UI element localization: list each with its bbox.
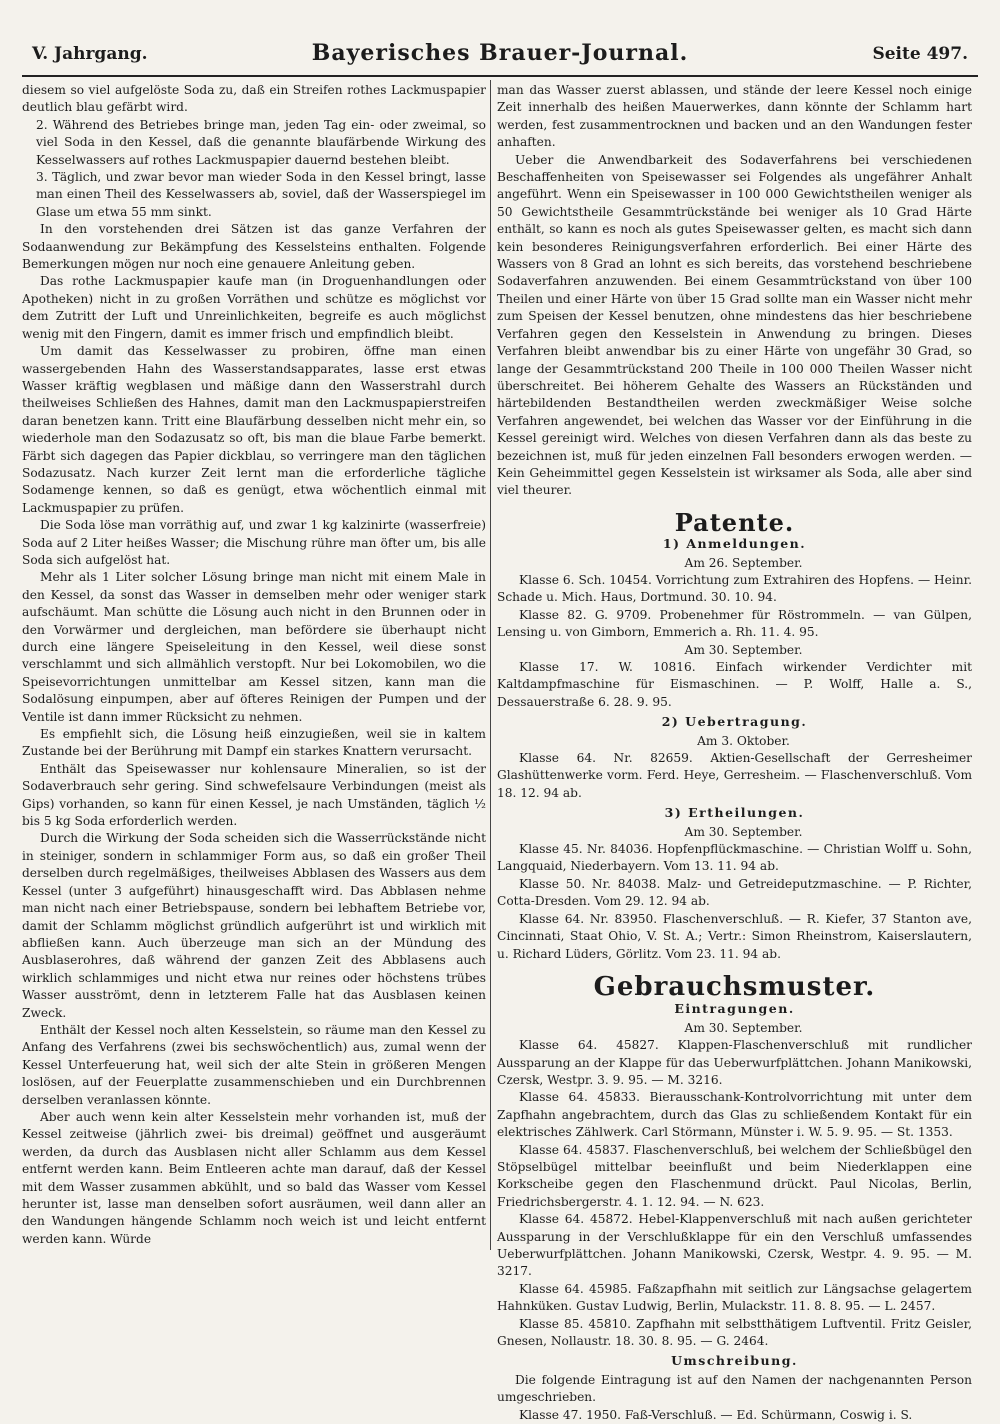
- header-rule: [22, 75, 978, 77]
- register-entry: Klasse 64. 45833. Bierausschank-Kontrolvorrichtung mit unter dem Zapfhahn angebrachtem, durch das Glas zu schließendem Kontakt für ein elektrisches Zählwerk. Carl Störmann, Münster i. W. 5. 9. 95. — St. 1353.: [497, 1090, 972, 1140]
- section-date: Am 3. Oktober.: [697, 733, 790, 748]
- paragraph: Die Soda löse man vorräthig auf, und zwar 1 kg kalzinirte (wasserfreie) Soda auf 2 Liter heißes Wasser; die Mischung rühre man öfter um, bis alle Soda sich aufgelöst hat.: [22, 518, 486, 567]
- paragraph: 2. Während des Betriebes bringe man, jeden Tag ein- oder zweimal, so viel Soda in den Kessel, daß die genannte blaufärbende Wirkung des Kesselwassers auf rothes Lackmuspapier dauernd bestehen bleibt.: [36, 117, 486, 167]
- ertheilungen-list: [497, 841, 972, 963]
- paragraph: Enthält das Speisewasser nur kohlensaure Mineralien, so ist der Sodaverbrauch sehr gering. Sind schwefelsaure Verbindungen (meist als Gips) vorhanden, so kann für einen Kessel, je nach Umständen, täglich ½ bis 5 kg Soda erforderlich werden.: [22, 761, 486, 829]
- paragraph: Mehr als 1 Liter solcher Lösung bringe man nicht mit einem Male in den Kessel, da sonst das Wasser in demselben mehr oder weniger stark aufschäumt. Man schütte die Lösung auch nicht in den Brunnen oder in den Vorwärmer und dergleichen, man befördere sie überhaupt nicht durch eine längere Speiseleitung in den Kessel, weil diese sonst verschlammt und sich allmählich verstopft. Nur bei Lokomobilen, wo die Speisevorrichtungen unmittelbar am Kessel sitzen, kann man die Sodalösung einpumpen, aber auf öfteres Reinigen der Pumpen und der Ventile ist dann immer Rücksicht zu nehmen.: [22, 570, 486, 724]
- column-divider: [490, 80, 491, 1250]
- ertheilungen-heading: 3) Ertheilungen.: [664, 805, 805, 821]
- left-column: [22, 82, 486, 1317]
- paragraph: 3. Täglich, und zwar bevor man wieder Soda in den Kessel bringt, lasse man einen Theil des Kesselwassers ab, soviel, daß der Wasserspiegel im Glase um etwa 55 mm sinkt.: [36, 170, 486, 219]
- paragraph: Ueber die Anwendbarkeit des Sodaverfahrens bei verschiedenen Beschaffenheiten von Speisewasser sei Folgendes als ungefährer Anhalt angeführt. Wenn ein Speisewasser in 100 000 Gewichtstheilen weniger als 50 Gewichtstheile Gesammtrückstände bei weniger als 10 Grad Härte enthält, so kann es noch als gutes Speisewasser gelten, es macht sich dann kein besonderes Reinigungsverfahren erforderlich. Bei einer Härte des Wassers von 8 Grad an lohnt es sich bereits, das vorstehend beschriebene Sodaverfahren anzuwenden. Bei einem Gesammtrückstand von über 100 Theilen und einer Härte von über 15 Grad sollte man ein Wasser nicht mehr zum Speisen der Kessel benutzen, ohne mindestens das hier beschriebene Verfahren gegen den Kesselstein in Anwendung zu bringen. Dieses Verfahren bleibt anwendbar bis zu einer Härte von ungefähr 30 Grad, so lange der Gesammtrückstand 200 Theile in 100 000 Theilen Wasser nicht überschreitet. Bei höherem Gehalte des Wassers an Rückständen und härtebildenden Bestandtheilen werden zweckmäßiger Weise solche Verfahren angewendet, bei welchen das Wasser vor der Einführung in die Kessel gereinigt wird. Welches von diesen Verfahren dann als das beste zu bezeichnen ist, muß für jeden einzelnen Fall besonders erwogen werden. — Kein Geheimmittel gegen Kesselstein ist wirksamer als Soda, alle aber sind viel theurer.: [497, 152, 972, 498]
- volume-label: V. Jahrgang.: [32, 44, 148, 64]
- section-date: Am 30. September.: [684, 642, 803, 657]
- register-entry: Klasse 64. 45985. Faßzapfhahn mit seitlich zur Längsachse gelagertem Hahnküken. Gustav Ludwig, Berlin, Mulackstr. 11. 8. 8. 95. — L. 2457.: [497, 1281, 972, 1314]
- journal-title: Bayerisches Brauer-Journal.: [311, 40, 689, 66]
- paragraph: diesem so viel aufgelöste Soda zu, daß ein Streifen rothes Lackmuspapier deutlich blau gefärbt wird.: [22, 83, 486, 115]
- anmeldungen-list: [497, 572, 972, 642]
- register-entry: Klasse 82. G. 9709. Probenehmer für Röstrommeln. — van Gülpen, Lensing u. von Gimborn, Emmerich a. Rh. 11. 4. 95.: [497, 607, 972, 640]
- register-entry: Klasse 50. Nr. 84038. Malz- und Getreideputzmaschine. — P. Richter, Cotta-Dresden. Vom 29. 12. 94 ab.: [497, 876, 972, 909]
- patente-heading: Patente.: [674, 507, 795, 537]
- umschreibung-heading: Umschreibung.: [671, 1353, 798, 1369]
- register-entry: Klasse 85. 45810. Zapfhahn mit selbstthätigem Luftventil. Fritz Geisler, Gnesen, Nollaustr. 18. 30. 8. 95. — G. 2464.: [497, 1316, 972, 1349]
- gebrauchsmuster-heading: Gebrauchsmuster.: [593, 971, 876, 1002]
- paragraph: Das rothe Lackmuspapier kaufe man (in Droguenhandlungen oder Apotheken) nicht in zu großen Vorräthen und schütze es möglichst vor dem Zutritt der Luft und Unreinlichkeiten, begreife es auch möglichst wenig mit den Fingern, damit es immer frisch und empfindlich bleibt.: [22, 274, 486, 341]
- section-date: Am 26. September.: [684, 555, 803, 570]
- uebertragung-list: [497, 750, 972, 802]
- eintragungen-heading: Eintragungen.: [674, 1001, 795, 1017]
- section-date: Am 30. September.: [684, 824, 803, 839]
- paragraph: Es empfiehlt sich, die Lösung heiß einzugießen, weil sie in kaltem Zustande bei der Berührung mit Dampf ein starkes Knattern verursacht.: [22, 727, 486, 759]
- anmeldungen-list-2: [497, 659, 972, 711]
- right-column: [497, 82, 972, 1422]
- register-entry: Klasse 64. Nr. 82659. Aktien-Gesellschaft der Gerresheimer Glashüttenwerke vorm. Ferd. Heye, Gerresheim. — Flaschenverschluß. Vom 18. 12. 94 ab.: [497, 751, 972, 800]
- paragraph: Enthält der Kessel noch alten Kesselstein, so räume man den Kessel zu Anfang des Verfahrens (zwei bis sechswöchentlich) aus, zumal wenn der Kessel Unterfeuerung hat, weil sich der alte Stein in größeren Mengen loslösen, auf der Feuerplatte zusammenschieben und ein Durchbrennen derselben veranlassen könnte.: [22, 1022, 486, 1107]
- register-entry: Klasse 64. 45837. Flaschenverschluß, bei welchem der Schließbügel den Stöpselbügel mittelbar beeinflußt und beim Niederklappen eine Korkscheibe gegen den Flaschenmund drückt. Paul Nicolas, Berlin, Friedrichsbergerstr. 4. 1. 12. 94. — N. 623.: [497, 1142, 972, 1209]
- page-header: [32, 40, 968, 70]
- register-entry: Klasse 64. 45827. Klappen-Flaschenverschluß mit rundlicher Aussparung an der Klappe für das Ueberwurfplättchen. Johann Manikowski, Czersk, Westpr. 3. 9. 95. — M. 3216.: [497, 1038, 972, 1087]
- umschreibung-text: Die folgende Eintragung ist auf den Namen der nachgenannten Person umgeschrieben.: [497, 1372, 972, 1405]
- article-continuation: [497, 82, 972, 500]
- paragraph: Um damit das Kesselwasser zu probiren, öffne man einen wassergebenden Hahn des Wasserstandsapparates, lasse erst etwas Wasser kräftig wegblasen und mäßige dann den Wasserstrahl durch theilweises Schließen des Hahnes, damit man den Lackmuspapierstreifen daran benetzen kann. Tritt eine Blaufärbung desselben nicht mehr ein, so wiederhole man den Sodazusatz so oft, bis man die blaue Farbe bemerkt. Färbt sich dagegen das Papier dickblau, so verringere man den täglichen Sodazusatz. Nach kurzer Zeit lernt man die erforderliche tägliche Sodamenge kennen, so daß es genügt, etwa wöchentlich einmal mit Lackmuspapier zu prüfen.: [22, 344, 486, 515]
- register-entry: Klasse 64. Nr. 83950. Flaschenverschluß. — R. Kiefer, 37 Stanton ave, Cincinnati, Staat Ohio, V. St. A.; Vertr.: Simon Rheinstrom, Kaiserslautern, u. Richard Lüders, Görlitz. Vom 23. 11. 94 ab.: [497, 911, 972, 961]
- paragraph: Durch die Wirkung der Soda scheiden sich die Wasserrückstände nicht in steiniger, sondern in schlammiger Form aus, so daß ein großer Theil derselben durch regelmäßiges, theilweises Abblasen des Wassers aus dem Kessel (unter 3 aufgeführt) hinausgeschafft wird. Das Abblasen nehme man nicht nach einer Betriebspause, sondern bei lebhaftem Betriebe vor, damit der Schlamm möglichst gründlich aufgerührt ist und wirklich mit abfließen kann. Auch überzeuge man sich an der Mündung des Ausblaserohres, daß während der ganzen Zeit des Abblasens auch wirklich schlammiges und nicht etwa nur reines oder höchstens trübes Wasser ausströmt, denn in letzterem Falle hat das Ausblasen keinen Zweck.: [22, 831, 486, 1020]
- section-date: Am 30. September.: [684, 1020, 803, 1035]
- umschreibung-entry: Klasse 47. 1950. Faß-Verschluß. — Ed. Schürmann, Coswig i. S.: [519, 1407, 913, 1422]
- uebertragung-heading: 2) Uebertragung.: [661, 714, 808, 730]
- register-entry: Klasse 64. 45872. Hebel-Klappenverschluß mit nach außen gerichteter Aussparung in der Verschlußklappe für ein den Verschluß umfassendes Ueberwurfplättchen. Johann Manikowski, Czersk, Westpr. 4. 9. 95. — M. 3217.: [497, 1212, 972, 1279]
- register-entry: Klasse 17. W. 10816. Einfach wirkender Verdichter mit Kaltdampfmaschine für Eismaschinen. — P. Wolff, Halle a. S., Dessauerstraße 6. 28. 9. 95.: [497, 660, 972, 709]
- register-entry: Klasse 45. Nr. 84036. Hopfenpflückmaschine. — Christian Wolff u. Sohn, Langquaid, Niederbayern. Vom 13. 11. 94 ab.: [497, 842, 972, 874]
- anmeldungen-heading: 1) Anmeldungen.: [662, 536, 807, 552]
- page-number: Seite 497.: [872, 44, 968, 64]
- paragraph: man das Wasser zuerst ablassen, und stände der leere Kessel noch einige Zeit innerhalb des heißen Mauerwerkes, dann könnte der Schlamm hart werden, fest zusammentrocknen und backen und an den Wandungen fester anhaften.: [497, 83, 972, 150]
- eintragungen-list: [497, 1037, 972, 1350]
- register-entry: Klasse 6. Sch. 10454. Vorrichtung zum Extrahiren des Hopfens. — Heinr. Schade u. Mich. Haus, Dortmund. 30. 10. 94.: [497, 572, 972, 605]
- paragraph: In den vorstehenden drei Sätzen ist das ganze Verfahren der Sodaanwendung zur Bekämpfung des Kesselsteins enthalten. Folgende Bemerkungen mögen nur noch eine genauere Anleitung geben.: [22, 222, 486, 272]
- paragraph: Aber auch wenn kein alter Kesselstein mehr vorhanden ist, muß der Kessel zeitweise (jährlich zwei- bis dreimal) geöffnet und ausgeräumt werden, da durch das Ausblasen nicht aller Schlamm aus dem Kessel entfernt werden kann. Beim Entleeren achte man darauf, daß der Kessel mit dem Wasser zusammen abkühlt, und so bald das Wasser vom Kessel herunter ist, lasse man denselben sofort ausräumen, weil dann aller an den Wandungen hängende Schlamm noch weich ist und leicht entfernt werden kann. Würde: [22, 1109, 486, 1246]
